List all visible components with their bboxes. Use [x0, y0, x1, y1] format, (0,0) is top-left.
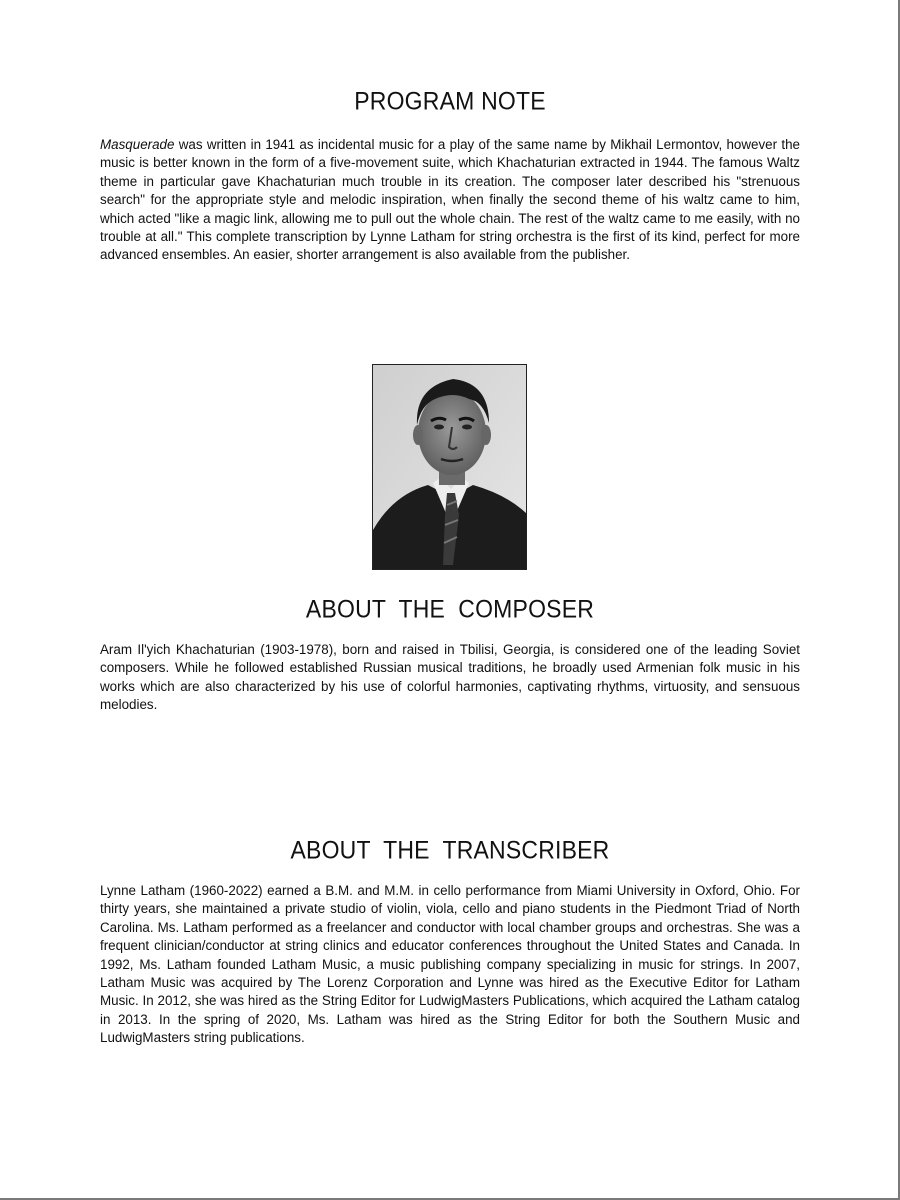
program-note-paragraph: [100, 136, 800, 265]
program-note-title-italic: Masquerade: [100, 137, 175, 152]
about-composer-paragraph: Aram Il'yich Khachaturian (1903-1978), born and raised in Tbilisi, Georgia, is considered one of the leading Soviet composers. While he followed established Russian musical traditions, he broadly used Armenian folk music in his works which are also characterized by his use of colorful harmonies, captivating rhythms, virtuosity, and sensuous melodies.: [100, 642, 800, 713]
composer-photo: [372, 364, 527, 570]
program-note-text: was written in 1941 as incidental music for a play of the same name by Mikhail Lermontov, however the music is better known in the form of a five-movement suite, which Khachaturian extracted in 1944. The famous Waltz theme in particular gave Khachaturian much trouble in its creation. The composer later described his "strenuous search" for the appropriate style and melodic inspiration, when finally the second theme of his waltz came to him, which acted "like a magic link, allowing me to pull out the whole chain. The rest of the waltz came to me easily, with no trouble at all." This complete transcription by Lynne Latham for string orchestra is the first of its kind, perfect for more advanced ensembles. An easier, shorter arrangement is also available from the publisher.: [100, 137, 800, 263]
program-note-heading: PROGRAM NOTE: [354, 86, 546, 115]
about-transcriber-heading: ABOUT THE TRANSCRIBER: [290, 835, 610, 864]
about-transcriber-paragraph: Lynne Latham (1960-2022) earned a B.M. and M.M. in cello performance from Miami University in Oxford, Ohio. For thirty years, she maintained a private studio of violin, viola, cello and piano students in the Piedmont Triad of North Carolina. Ms. Latham performed as a freelancer and conductor with local chamber groups and orchestras. She was a frequent clinician/conductor at string clinics and educator conferences throughout the United States and Canada. In 1992, Ms. Latham founded Latham Music, a music publishing company specializing in music for strings. In 2007, Latham Music was acquired by The Lorenz Corporation and Lynne was hired as the Executive Editor for Latham Music. In 2012, she was hired as the String Editor for LudwigMasters Publications, which acquired the Latham catalog in 2013. In the spring of 2020, Ms. Latham was hired as the String Editor for both the Southern Music and LudwigMasters string publications.: [100, 883, 800, 1046]
composer-portrait-icon: [373, 365, 527, 570]
about-composer-heading: ABOUT THE COMPOSER: [305, 594, 595, 623]
